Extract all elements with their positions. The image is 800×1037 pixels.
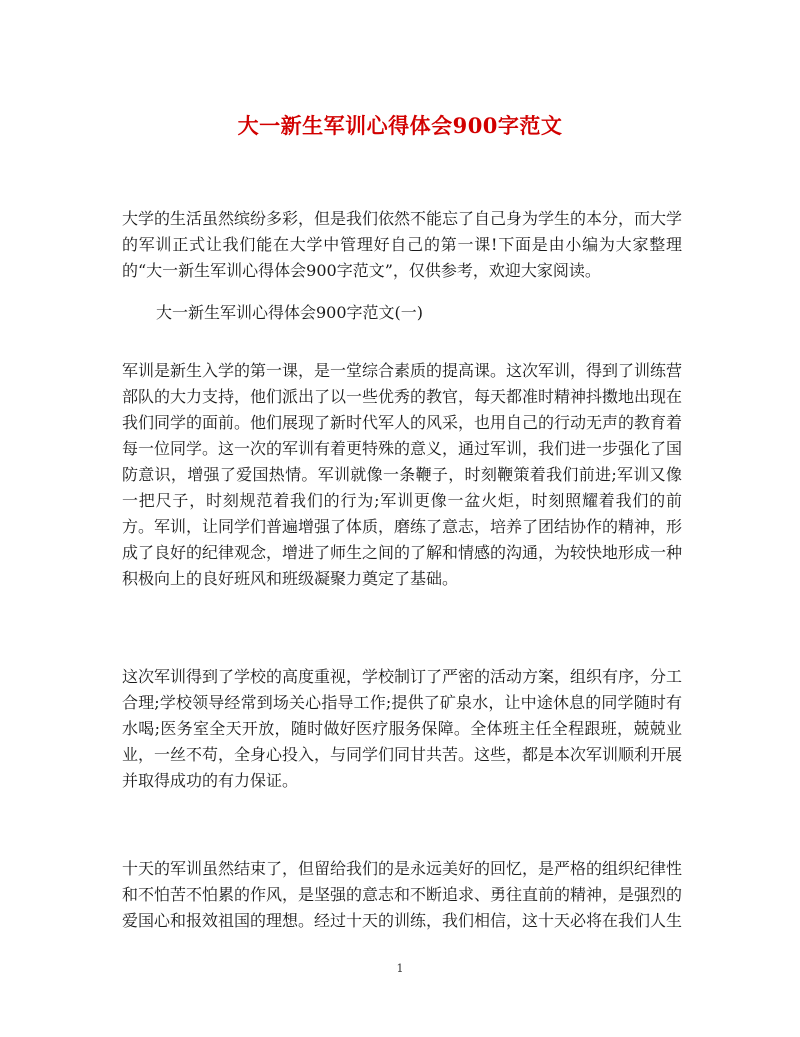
document-title: 大一新生军训心得体会900字范文 bbox=[237, 113, 563, 138]
body-paragraph-2: 这次军训得到了学校的高度重视，学校制订了严密的活动方案，组织有序，分工合理;学校领导经常到场关心指导工作;提供了矿泉水，让中途休息的同学随时有水喝;医务室全天开放，随时做好医疗服务保障。全体班主任全程跟班，兢兢业业，一丝不苟，全身心投入，与同学们同甘共苦。这些，都是本次军训顺利开展并取得成功的有力保证。 bbox=[122, 667, 683, 790]
section-subheading: 大一新生军训心得体会900字范文(一) bbox=[156, 303, 424, 322]
body-paragraph-3: 十天的军训虽然结束了，但留给我们的是永远美好的回忆，是严格的组织纪律性和不怕苦不怕累的作风，是坚强的意志和不断追求、勇往直前的精神，是强烈的爱国心和报效祖国的理想。经过十天的训练，我们相信，这十天必将在我们人生 bbox=[122, 859, 683, 930]
page-number: 1 bbox=[396, 962, 404, 975]
body-paragraph-1: 军训是新生入学的第一课，是一堂综合素质的提高课。这次军训，得到了训练营部队的大力支持，他们派出了以一些优秀的教官，每天都准时精神抖擞地出现在我们同学的面前。他们展现了新时代军人的风采，也用自己的行动无声的教育着每一位同学。这一次的军训有着更特殊的意义，通过军训，我们进一步强化了国防意识，增强了爱国热情。军训就像一条鞭子，时刻鞭策着我们前进;军训又像一把尺子，时刻规范着我们的行为;军训更像一盆火炬，时刻照耀着我们的前方。军训，让同学们普遍增强了体质，磨练了意志，培养了团结协作的精神，形成了良好的纪律观念，增进了师生之间的了解和情感的沟通，为较快地形成一种积极向上的良好班风和班级凝聚力奠定了基础。 bbox=[122, 361, 683, 588]
intro-paragraph: 大学的生活虽然缤纷多彩，但是我们依然不能忘了自己身为学生的本分，而大学的军训正式让我们能在大学中管理好自己的第一课!下面是由小编为大家整理的“大一新生军训心得体会900字范文”，仅供参考，欢迎大家阅读。 bbox=[122, 209, 683, 280]
